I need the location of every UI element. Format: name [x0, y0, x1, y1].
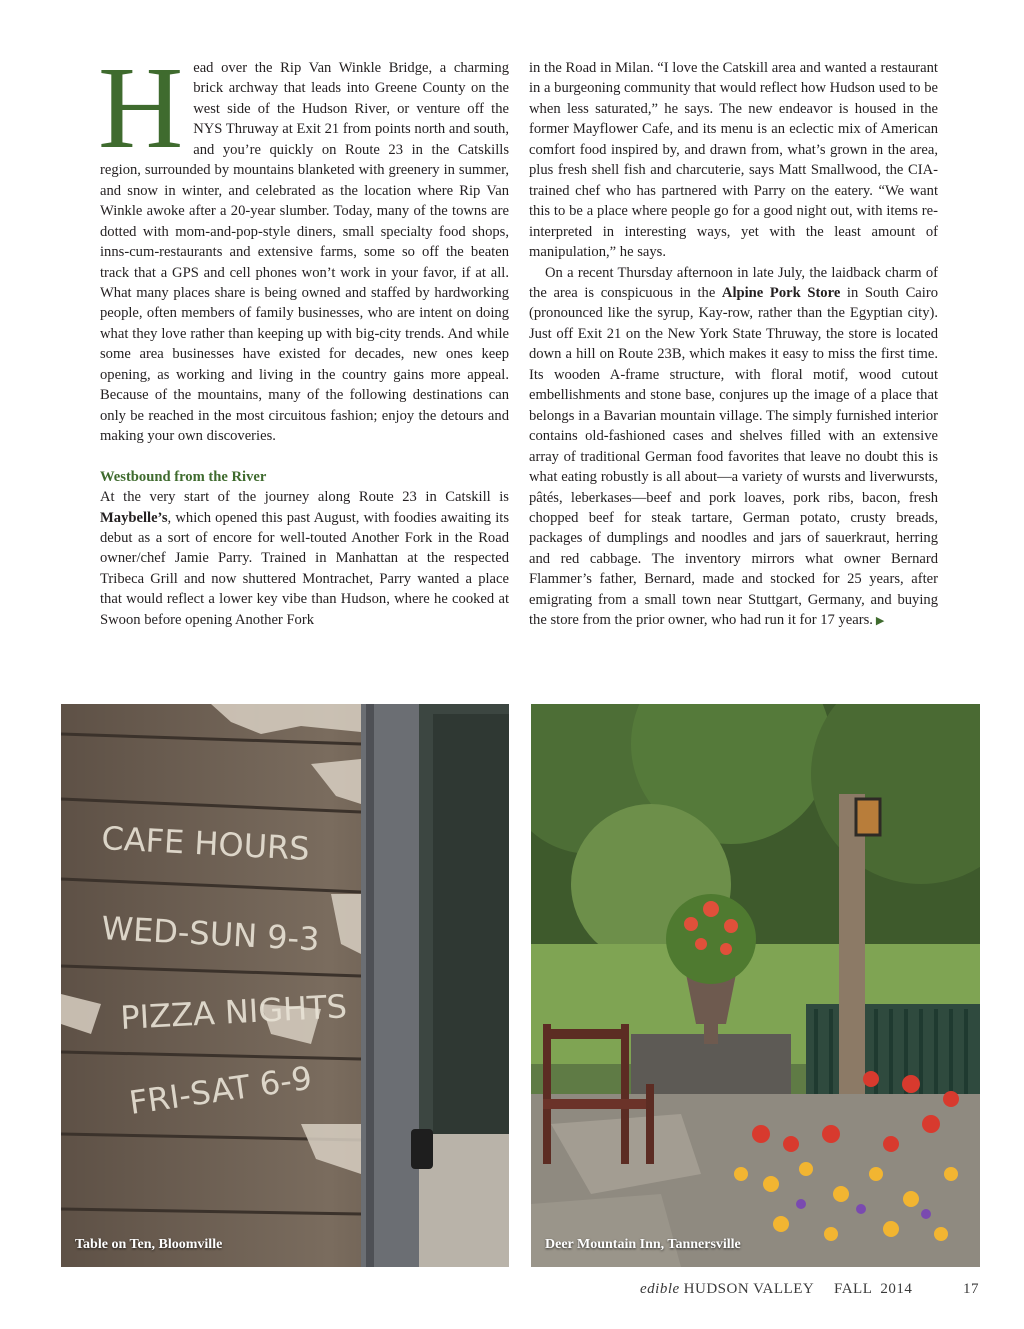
- photo-caption-left: Table on Ten, Bloomville: [75, 1237, 223, 1252]
- sign-line-2: WED-SUN 9-3: [100, 909, 321, 959]
- section-heading-westbound: Westbound from the River: [100, 468, 267, 485]
- sign-line-3: PIZZA NIGHTS: [119, 987, 348, 1037]
- drop-cap: H: [98, 42, 184, 173]
- maybelles-bold: Maybelle’s: [100, 509, 168, 526]
- sign-line-1: CAFE HOURS: [100, 819, 311, 868]
- sign-line-4: FRI-SAT 6-9: [126, 1058, 315, 1122]
- paragraph-maybelles-cont: in the Road in Milan. “I love the Catskill area and wanted a restaurant in a burgeoning community that would reflect how Hudson used to be when less saturated,” he says. The new endeavor is housed in the former Mayflower Cafe, and its menu is an eclectic mix of American comfort food inspired by, and drawn from, what’s grown in the area, plus fresh shell fish and charcuterie, says Matt Smallwood, the CIA-trained chef who has partnered with Parry on the eatery. “We want this to be a place where people go for a good night out, with items re-interpreted in interesting ways, yet with the least amount of manipulation,” he says.: [529, 60, 938, 261]
- publication-name: HUDSON VALLEY: [683, 1281, 815, 1297]
- issue-season: FALL 2014: [834, 1281, 913, 1297]
- paragraph-alpine-pork-store: On a recent Thursday afternoon in late July, the laidback charm of the area is conspicuous in the Alpine Pork Store in South Cairo (pronounced like the syrup, Kay-row, rather than the Egyptian city). Just off Exit 21 on the New York State Thruway, the store is located down a hill on Route 23B, which makes it easy to miss the first time. Its wooden A-frame structure, with floral motif, wood cutout embellishments and stone base, conjures up the image of a place that belongs in a Bavarian mountain village. The simply furnished interior contains old-fashioned cases and shelves filled with an extensive array of traditional German food favorites that leave no doubt this is what eating robustly is all about—a variety of wursts and liverwursts, pâtés, leberkases—beef and pork loaves, pork ribs, bacon, fresh chopped beef for steak tartare, German potato, crusty breads, packages of dumplings and noodles and jars of sauerkraut, herring and red cabbage. The inventory mirrors what owner Bernard Flammer’s father, Bernard, made and stocked for 25 years, after emigrating from a small town near Stuttgart, Germany, and buying the store from the prior owner, who had run it for 17 years. ▶: [529, 264, 938, 629]
- article-column-left: [98, 42, 509, 630]
- photo-garden-patio: [531, 704, 980, 1267]
- article-column-right: [529, 58, 938, 632]
- page-footer: [640, 1281, 980, 1298]
- paragraph-maybelles: At the very start of the journey along Route 23 in Catskill is Maybelle’s, which opened this past August, with foodies awaiting its debut as a sort of encore for well-touted Another Fork in the Road owner/chef Jamie Parry. Trained in Manhattan at the respected Tribeca Grill and now shuttered Montrachet, Parry wanted a place that would reflect a lower key vibe than Hudson, where he cooked at Swoon before opening Another Fork: [100, 489, 509, 628]
- article-intro-text: ead over the Rip Van Winkle Bridge, a charming brick archway that leads into Greene County on the west side of the Hudson River, or venture off the NYS Thruway at Exit 21 from points north and south, and you’re quickly on Route 23 in the Catskills region, surrounded by mountains blanketed with greenery in summer, and snow in winter, and celebrated as the location where Rip Van Winkle awoke after a 20-year slumber. Today, many of the towns are dotted with mom-and-pop-style diners, small specialty food shops, inns-cum-restaurants and extensive farms, some so off the beaten track that a GPS and cell phones won’t work in your favor, if at all. What many places share is being owned and staffed by hardworking people, often members of family businesses, who are intent on doing what they love rather than keeping up with big-city trends. And while some area businesses have existed for decades, new ones keep opening, as working and living in the country gains more appeal. Because of the mountains, many of the following destinations can only be reached in the most circuitous fashion; enjoy the detours and making your own discoveries.: [100, 60, 509, 445]
- photo-cafe-hours-sign: [61, 704, 509, 1267]
- photo-caption-right: Deer Mountain Inn, Tannersville: [545, 1237, 741, 1252]
- article-flow-right: [529, 58, 938, 632]
- page-number: 17: [963, 1281, 979, 1297]
- publication-edible: edible: [640, 1281, 680, 1297]
- alpine-pork-store-bold: Alpine Pork Store: [721, 284, 841, 301]
- continue-triangle-icon: ▶: [875, 615, 885, 628]
